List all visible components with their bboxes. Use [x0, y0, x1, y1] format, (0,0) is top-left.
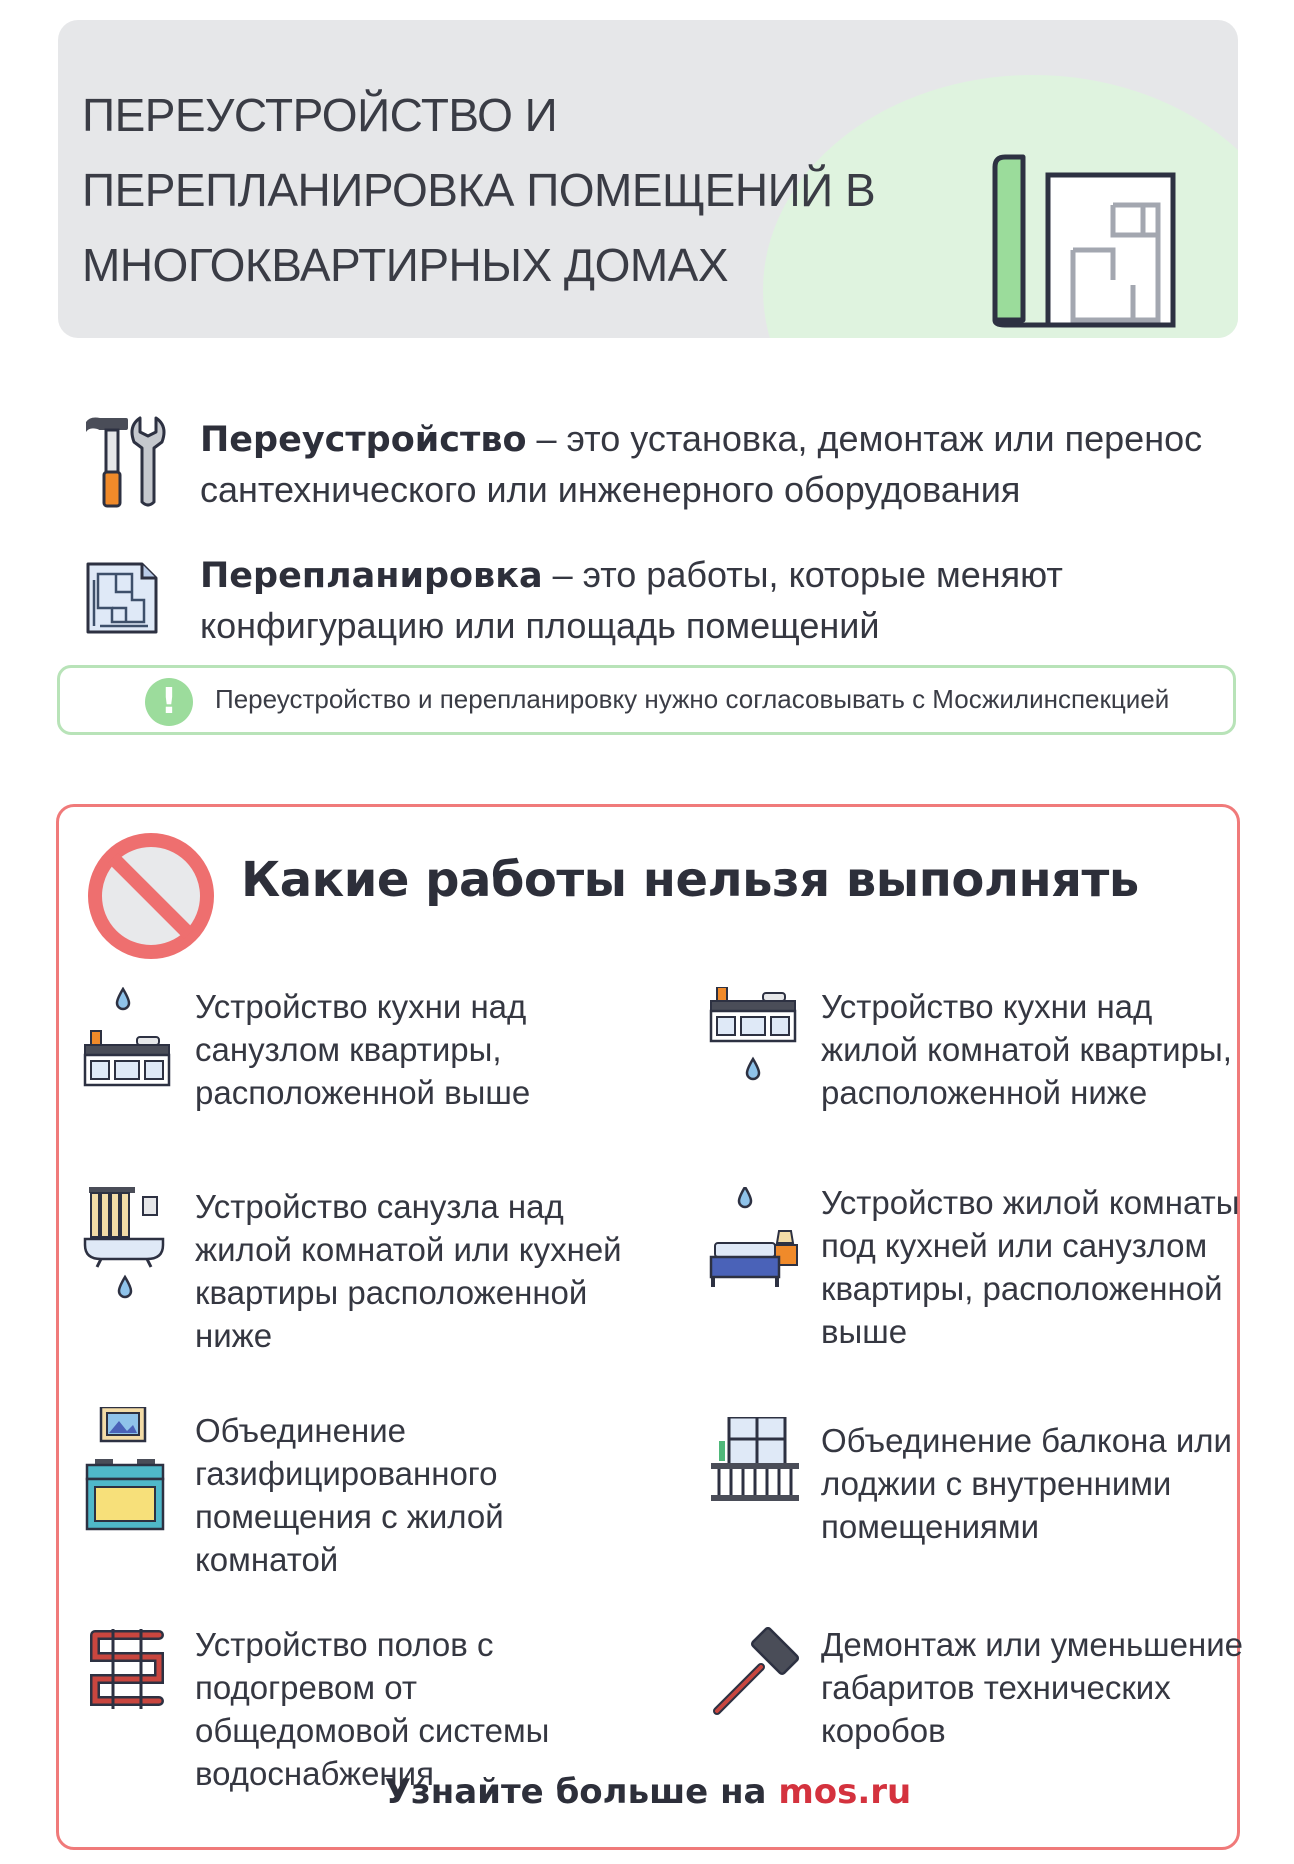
tools-icon [82, 414, 172, 510]
item-text: Устройство полов с подогревом от общедомовой системы водоснабжения [195, 1626, 550, 1792]
blueprint-icon [983, 135, 1183, 335]
exclamation-icon: ! [145, 678, 193, 726]
prohibited-works-panel [56, 804, 1244, 1850]
gas-stove-icon [83, 1407, 171, 1537]
bathroom-icon [83, 1187, 171, 1305]
bedroom-icon [709, 1187, 801, 1297]
item-text: Объединение газифицированного помещения с жилой комнатой [195, 1412, 504, 1578]
mos-ru-link[interactable]: mos.ru [778, 1772, 912, 1812]
sledgehammer-icon [709, 1627, 801, 1719]
item-text: Устройство кухни над санузлом квартиры, расположенной выше [195, 988, 531, 1111]
definition-text: – это установка, демонтаж или перенос сантехнического или инженерного оборудования [200, 418, 1203, 510]
floor-plan-icon [86, 560, 158, 636]
definition-text: – это работы, которые меняют конфигурацию или площадь помещений [200, 554, 1063, 646]
item-text: Демонтаж или уменьшение габаритов технических коробов [821, 1626, 1244, 1749]
learn-more-text: Узнайте больше на [384, 1772, 779, 1812]
notice-text: Переустройство и перепланировку нужно согласовывать с Мосжилинспекцией [215, 684, 1170, 714]
approval-notice [57, 665, 1236, 735]
header-banner [58, 20, 1238, 338]
item-text: Устройство жилой комнаты под кухней или санузлом квартиры, расположенной выше [821, 1184, 1240, 1350]
prohibited-title: Какие работы нельзя выполнять [241, 852, 1139, 908]
balcony-icon [709, 1417, 801, 1507]
item-text: Объединение балкона или лоджии с внутренними помещениями [821, 1422, 1232, 1545]
prohibited-icon [87, 832, 215, 960]
kitchen-over-room-icon [709, 987, 797, 1097]
kitchen-over-bathroom-icon [83, 987, 171, 1087]
definition-term: Переустройство [200, 420, 527, 460]
item-text: Устройство санузла над жилой комнатой или кухней квартиры расположенной ниже [195, 1188, 622, 1354]
definition-reconstruction [200, 414, 1240, 515]
item-text: Устройство кухни над жилой комнатой квартиры, расположенной ниже [821, 988, 1232, 1111]
learn-more [59, 1772, 1237, 1812]
definition-replanning [200, 550, 1240, 651]
page-title: ПЕРЕУСТРОЙСТВО И ПЕРЕПЛАНИРОВКА ПОМЕЩЕНИЙ В МНОГОКВАРТИРНЫХ ДОМАХ [82, 89, 876, 291]
definition-term: Перепланировка [200, 556, 543, 596]
heated-floor-icon [83, 1627, 171, 1711]
